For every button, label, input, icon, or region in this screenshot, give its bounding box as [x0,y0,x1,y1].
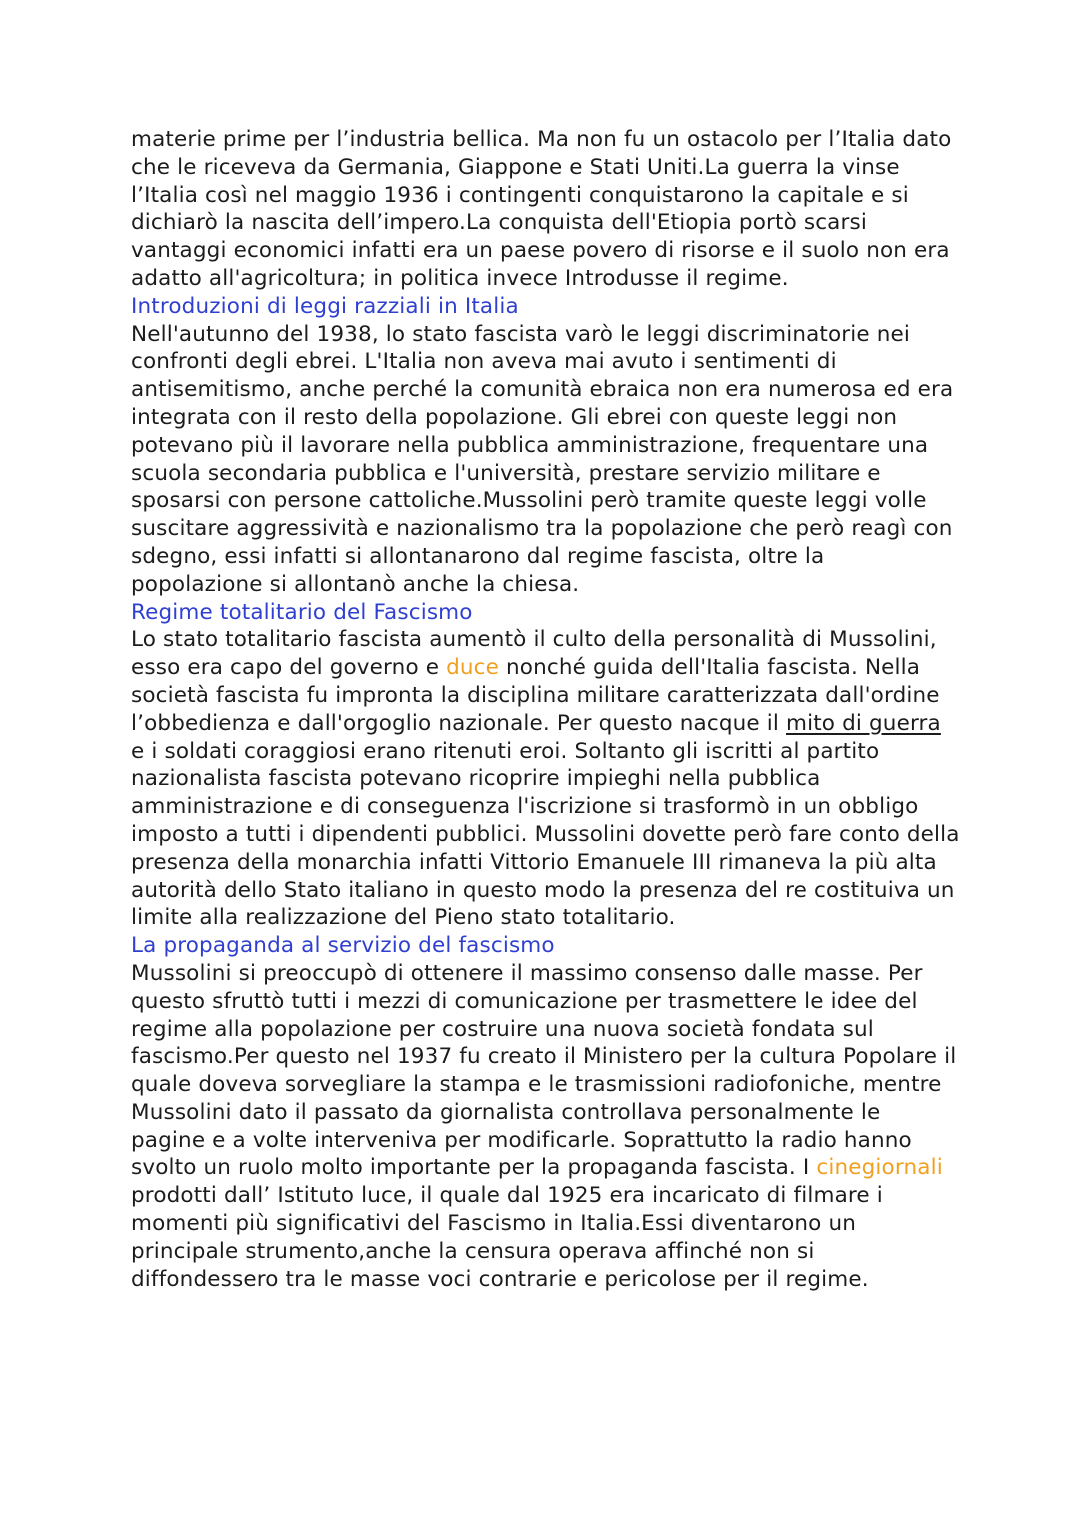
underlined-term-mito-di-guerra: mito di guerra [786,710,941,736]
section-heading-propaganda: La propaganda al servizio del fascismo [131,933,555,959]
body-text-part-b: prodotti dall’ Istituto luce, il quale dal 1925 era incaricato di filmare i momenti più significativi del Fascismo in Italia.Essi diventarono un principale strumento,anche la censura operava affinché non si diffondessero tra le masse voci contrarie e pericolose per il regime. [131,1183,883,1292]
section-heading-leggi-razziali: Introduzioni di leggi razziali in Italia [131,293,519,319]
intro-paragraph: materie prime per l’industria bellica. Ma non fu un ostacolo per l’Italia dato che le riceveva da Germania, Giappone e Stati Uniti.La guerra la vinse l’Italia così nel maggio 1936 i contingenti conquistarono la capitale e si dichiarò la nascita dell’impero.La conquista dell'Etiopia portò scarsi vantaggi economici infatti era un paese povero di risorse e il suolo non era adatto all'agricoltura; in politica invece Introdusse il regime. [131,127,952,291]
section-heading-regime-totalitario: Regime totalitario del Fascismo [131,599,473,625]
highlighted-term-cinegiornali: cinegiornali [816,1155,943,1181]
section-body-regime-totalitario [131,626,961,932]
body-text-part-a: Mussolini si preoccupò di ottenere il massimo consenso dalle masse. Per questo sfruttò tutti i mezzi di comunicazione per trasmettere le idee del regime alla popolazione per costruire una nuova società fondata sul fascismo.Per questo nel 1937 fu creato il Ministero per la cultura Popolare il quale doveva sorvegliare la stampa e le trasmissioni radiofoniche, mentre Mussolini dato il passato da giornalista controllava personalmente le pagine e a volte interveniva per modificarle. Soprattutto la radio hanno svolto un ruolo molto importante per la propaganda fascista. I [131,960,957,1181]
section-body-leggi-razziali: Nell'autunno del 1938, lo stato fascista varò le leggi discriminatorie nei confronti degli ebrei. L'Italia non aveva mai avuto i sentimenti di antisemitismo, anche perché la comunità ebraica non era numerosa ed era integrata con il resto della popolazione. Gli ebrei con queste leggi non potevano più il lavorare nella pubblica amministrazione, frequentare una scuola secondaria pubblica e l'università, prestare servizio militare e sposarsi con persone cattoliche.Mussolini però tramite queste leggi volle suscitare aggressività e nazionalismo tra la popolazione che però reagì con sdegno, essi infatti si allontanarono dal regime fascista, oltre la popolazione si allontanò anche la chiesa. [131,321,954,597]
body-text-part-a: Lo stato totalitario fascista aumentò il culto della personalità di Mussolini, esso era capo del governo e [131,627,937,681]
document-page [131,126,961,1293]
highlighted-term-duce: duce [446,655,500,681]
body-text-part-b: nonché guida dell'Italia fascista. Nella società fascista fu impronta la disciplina militare caratterizzata dall'ordine l’obbedienza e dall'orgoglio nazionale. Per questo nacque il [131,655,940,736]
section-body-propaganda [131,960,961,1294]
body-text-part-c: e i soldati coraggiosi erano ritenuti eroi. Soltanto gli iscritti al partito nazionalista fascista potevano ricoprire impieghi nella pubblica amministrazione e di conseguenza l'iscrizione si trasformò in un obbligo imposto a tutti i dipendenti pubblici. Mussolini dovette però fare conto della presenza della monarchia infatti Vittorio Emanuele III rimaneva la più alta autorità dello Stato italiano in questo modo la presenza del re costituiva un limite alla realizzazione del Pieno stato totalitario. [131,738,960,931]
